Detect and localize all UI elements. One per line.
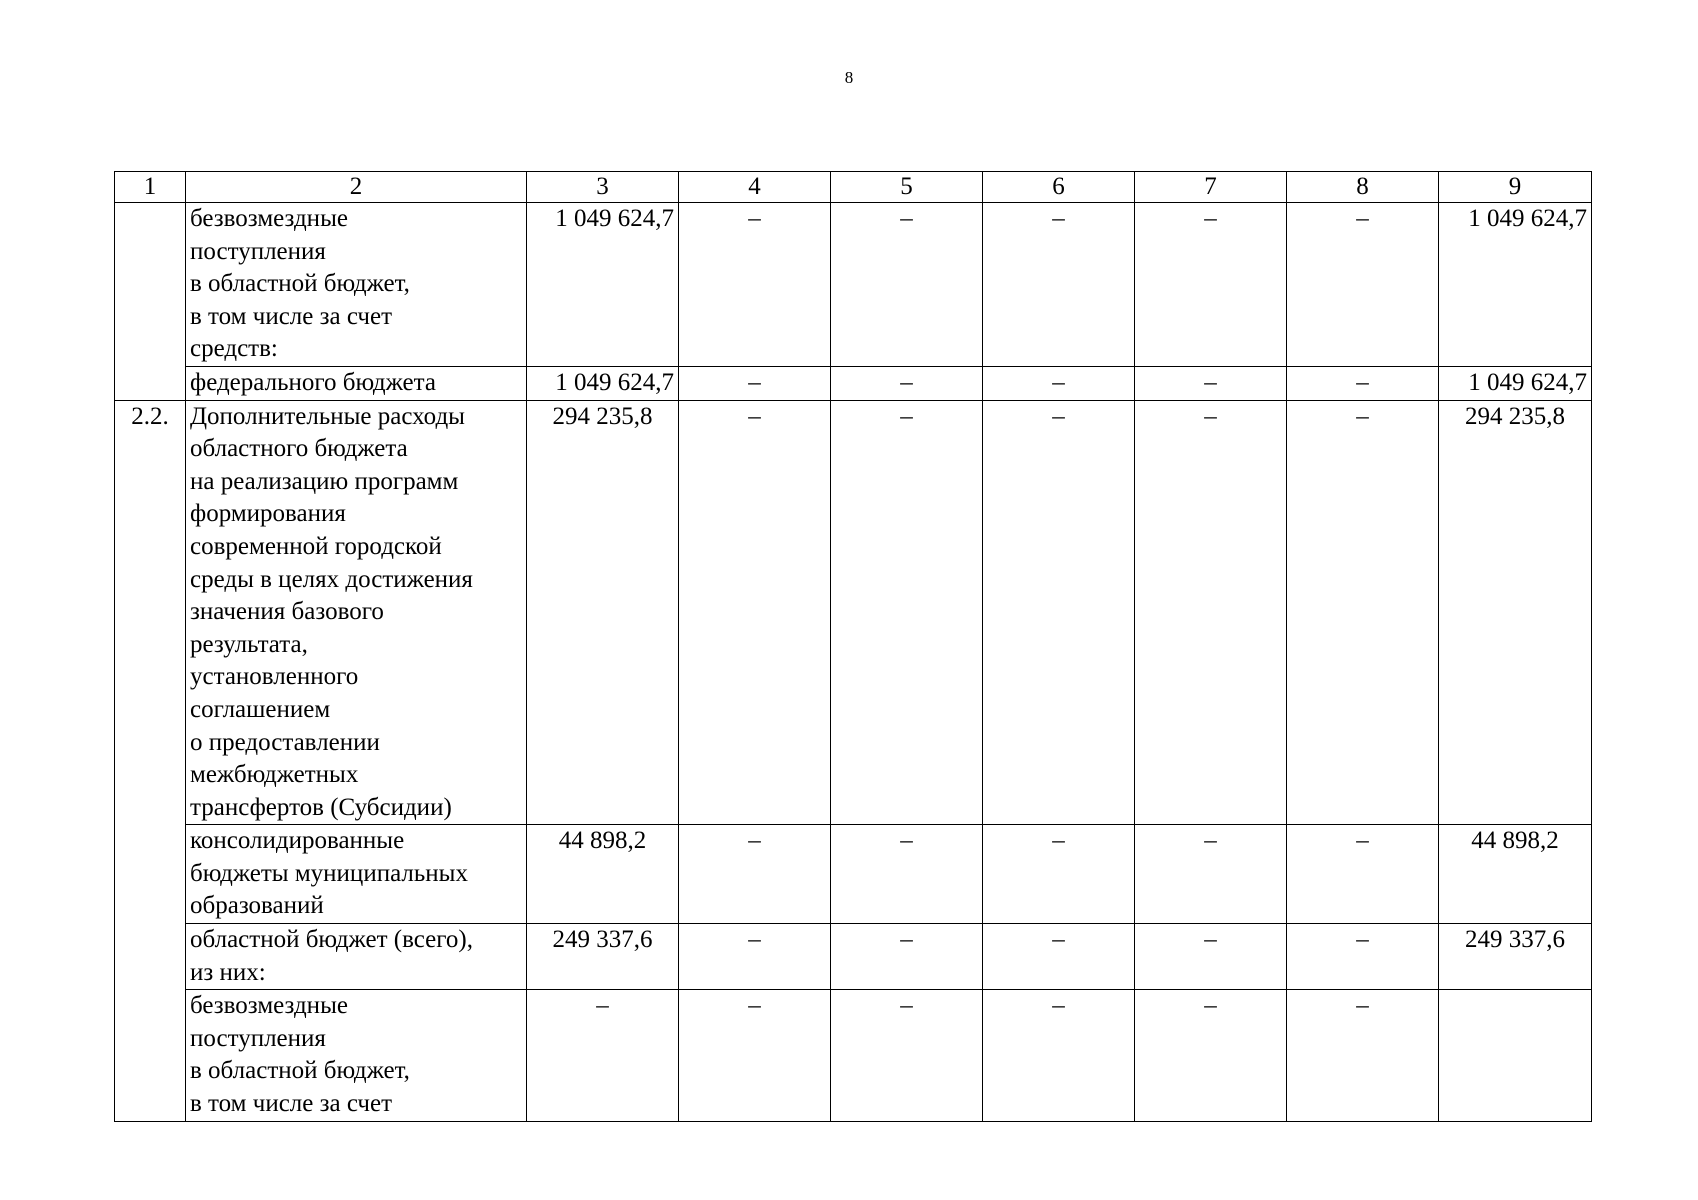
row-label-line: установленного [190,663,359,691]
budget-table [114,171,1592,1122]
value-cell-col-4: – [679,924,831,990]
header-cell-col-2: 2 [186,172,527,203]
value-cell-col-3: 44 898,2 [527,825,679,924]
row-label-line: соглашением [190,695,331,723]
value-cell-col-7: – [1135,924,1287,990]
table-row [115,366,1592,400]
row-label-cell [186,825,527,924]
row-number-cell: 2.2. [115,400,186,1121]
value-cell-col-3: 249 337,6 [527,924,679,990]
row-label-line: межбюджетных [190,761,359,789]
row-label-line: значения базового [190,598,384,626]
table-row [115,203,1592,367]
value-cell-col-6: – [983,366,1135,400]
value-cell-col-6: – [983,825,1135,924]
row-label-line: поступления [190,237,326,265]
value-cell-col-6: – [983,203,1135,367]
row-label-line: в том числе за счет [190,302,393,330]
row-label-line: трансфертов (Субсидии) [190,793,452,821]
row-label-line: в областной бюджет, [190,1057,410,1085]
value-cell-col-9: 249 337,6 [1439,924,1592,990]
value-cell-col-5: – [831,203,983,367]
row-label-cell [186,990,527,1121]
table-row [115,924,1592,990]
value-cell-col-8: – [1287,203,1439,367]
row-label-line: современной городской [190,532,442,560]
row-label-line: средств: [190,335,278,363]
row-label-line: безвозмездные [190,992,348,1020]
row-label-line: на реализацию программ [190,467,459,495]
row-label-line: консолидированные [190,827,405,855]
row-label-line: поступления [190,1024,326,1052]
value-cell-col-9 [1439,990,1592,1121]
value-cell-col-3: – [527,990,679,1121]
value-cell-col-5: – [831,924,983,990]
table-row [115,400,1592,825]
row-label-line: среды в целях достижения [190,565,473,593]
row-label-line: областного бюджета [190,435,408,463]
value-cell-col-4: – [679,366,831,400]
value-cell-col-7: – [1135,203,1287,367]
value-cell-col-6: – [983,924,1135,990]
value-cell-col-7: – [1135,366,1287,400]
value-cell-col-8: – [1287,924,1439,990]
row-label-cell [186,366,527,400]
row-label-cell [186,924,527,990]
value-cell-col-4: – [679,825,831,924]
value-cell-col-8: – [1287,366,1439,400]
header-cell-col-7: 7 [1135,172,1287,203]
value-cell-col-8: – [1287,400,1439,825]
row-label-line: о предоставлении [190,728,380,756]
header-cell-col-8: 8 [1287,172,1439,203]
value-cell-col-5: – [831,400,983,825]
value-cell-col-5: – [831,366,983,400]
value-cell-col-7: – [1135,990,1287,1121]
value-cell-col-6: – [983,400,1135,825]
value-cell-col-8: – [1287,990,1439,1121]
row-label-line: в том числе за счет [190,1090,393,1118]
header-cell-col-1: 1 [115,172,186,203]
value-cell-col-4: – [679,400,831,825]
value-cell-col-3: 1 049 624,7 [527,366,679,400]
value-cell-col-5: – [831,825,983,924]
header-cell-col-3: 3 [527,172,679,203]
table-row [115,825,1592,924]
row-label-line: федерального бюджета [190,368,436,396]
table-header-row [115,172,1592,203]
value-cell-col-7: – [1135,400,1287,825]
value-cell-col-3: 1 049 624,7 [527,203,679,367]
value-cell-col-6: – [983,990,1135,1121]
header-cell-col-6: 6 [983,172,1135,203]
value-cell-col-9: 1 049 624,7 [1439,203,1592,367]
value-cell-col-3: 294 235,8 [527,400,679,825]
value-cell-col-9: 44 898,2 [1439,825,1592,924]
table-row [115,990,1592,1121]
value-cell-col-8: – [1287,825,1439,924]
row-label-line: образований [190,892,324,920]
row-label-line: областной бюджет (всего), [190,926,473,954]
value-cell-col-9: 294 235,8 [1439,400,1592,825]
row-label-line: в областной бюджет, [190,270,410,298]
header-cell-col-4: 4 [679,172,831,203]
row-number-cell [115,203,186,401]
header-cell-col-5: 5 [831,172,983,203]
row-label-cell [186,203,527,367]
row-label-line: из них: [190,958,266,986]
value-cell-col-4: – [679,203,831,367]
row-label-line: формирования [190,500,346,528]
page-number: 8 [844,68,854,87]
row-label-cell [186,400,527,825]
row-label-line: результата, [190,630,308,658]
header-cell-col-9: 9 [1439,172,1592,203]
value-cell-col-7: – [1135,825,1287,924]
row-label-line: бюджеты муниципальных [190,859,468,887]
row-label-line: безвозмездные [190,205,348,232]
value-cell-col-5: – [831,990,983,1121]
value-cell-col-9: 1 049 624,7 [1439,366,1592,400]
row-label-line: Дополнительные расходы [190,402,465,430]
value-cell-col-4: – [679,990,831,1121]
